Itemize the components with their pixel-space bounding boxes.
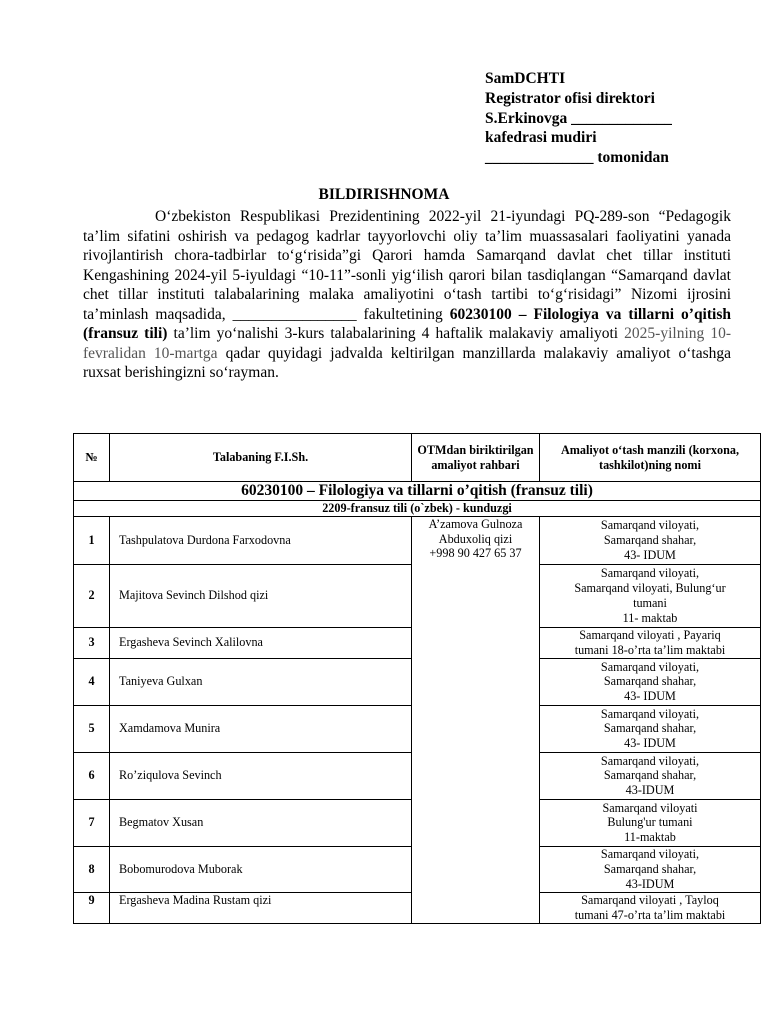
student-name: Begmatov Xusan xyxy=(110,799,412,846)
practice-place xyxy=(540,705,761,752)
practice-place xyxy=(540,658,761,705)
students-table xyxy=(73,433,761,924)
place-line: Samarqand viloyati , Tayloq xyxy=(581,893,719,907)
place-line: Samarqand viloyati xyxy=(602,800,698,815)
place-line: 11- maktab xyxy=(622,610,678,625)
table-row xyxy=(74,516,761,564)
row-number: 8 xyxy=(74,846,110,892)
header-practice-place: Amaliyot o‘tash manzili (korxona, tashkilot)ning nomi xyxy=(540,434,761,482)
place-line: Samarqand shahar, xyxy=(603,674,697,689)
header-student-name: Talabaning F.I.Sh. xyxy=(110,434,412,482)
row-number: 4 xyxy=(74,658,110,705)
supervisor-name-1: A’zamova Gulnoza xyxy=(428,516,523,531)
recipient-institute: SamDCHTI xyxy=(485,70,566,87)
specialty-row: 60230100 – Filologiya va tillarni o’qitish (fransuz tili) xyxy=(74,482,761,501)
recipient-name: S.Erkinovga _____________ xyxy=(485,109,672,127)
row-number: 6 xyxy=(74,752,110,799)
place-line: Samarqand viloyati , Payariq xyxy=(579,628,721,642)
student-name: Ergasheva Madina Rustam qizi xyxy=(110,892,412,923)
practice-place xyxy=(540,752,761,799)
row-number: 5 xyxy=(74,705,110,752)
practice-place xyxy=(540,564,761,627)
place-line: 43- IDUM xyxy=(624,736,676,751)
practice-place xyxy=(540,627,761,658)
body-text-part2: ta’lim yo‘nalishi 3-kurs talabalarining 4 haftalik malakaviy amaliyoti xyxy=(167,325,625,342)
row-number: 2 xyxy=(74,564,110,627)
place-line: 43- IDUM xyxy=(624,689,676,704)
place-line: Samarqand viloyati, xyxy=(600,566,700,581)
place-line: Samarqand viloyati, xyxy=(600,706,700,721)
supervisor-phone: +998 90 427 65 37 xyxy=(429,546,522,561)
place-line: 43- IDUM xyxy=(624,547,676,562)
row-number: 3 xyxy=(74,627,110,658)
student-name: Xamdamova Munira xyxy=(110,705,412,752)
place-line: tumani 47-o’rta ta’lim maktabi xyxy=(574,907,726,922)
row-number: 7 xyxy=(74,799,110,846)
document-title: BILDIRISHNOMA xyxy=(318,186,450,203)
student-name: Bobomurodova Muborak xyxy=(110,846,412,892)
place-line: Samarqand viloyati, xyxy=(600,847,700,862)
place-line: Samarqand shahar, xyxy=(603,861,697,876)
document-body xyxy=(83,207,731,383)
row-number: 9 xyxy=(74,892,110,923)
recipient-position: Registrator ofisi direktori xyxy=(485,89,655,107)
student-name: Ro’ziqulova Sevinch xyxy=(110,752,412,799)
practice-place xyxy=(540,846,761,892)
place-line: tumani 18-o’rta ta’lim maktabi xyxy=(574,642,726,657)
group-row: 2209-fransuz tili (o`zbek) - kunduzgi xyxy=(74,501,761,517)
place-line: Samarqand viloyati, xyxy=(600,518,700,533)
place-line: Bulung'ur tumani xyxy=(607,815,693,830)
sender-signature-line: ______________ tomonidan xyxy=(485,149,669,167)
supervisor-cell xyxy=(412,516,540,923)
supervisor-name-2: Abduxoliq qizi xyxy=(438,531,513,546)
student-name: Taniyeva Gulxan xyxy=(110,658,412,705)
student-name: Tashpulatova Durdona Farxodovna xyxy=(110,516,412,564)
body-specialty: 60230100 – Filologiya va tillarni o’qitish (fransuz tili) xyxy=(83,305,731,342)
body-text-part3: qadar quyidagi jadvalda keltirilgan manzillarda malakaviy amaliyot o‘tashga ruxsat berishingizni so‘rayman. xyxy=(83,344,731,381)
place-line: 11-maktab xyxy=(624,830,676,845)
header-supervisor: OTMdan biriktirilgan amaliyot rahbari xyxy=(412,434,540,482)
practice-place xyxy=(540,799,761,846)
place-line: Samarqand shahar, xyxy=(603,721,697,736)
practice-place xyxy=(540,516,761,564)
student-name: Majitova Sevinch Dilshod qizi xyxy=(110,564,412,627)
recipient-block xyxy=(485,69,672,168)
place-line: 43-IDUM xyxy=(625,783,675,798)
header-number: № xyxy=(74,434,110,482)
body-dates: 2025-yilning 10-fevralidan 10-martga xyxy=(83,325,731,362)
place-line: Samarqand viloyati, xyxy=(600,659,700,674)
body-text-part1: O‘zbekiston Respublikasi Prezidentining 2022-yil 21-iyundagi PQ-289-son “Pedagogik ta’lim sifatini oshirish va pedagog kadrlar tayyorlovchi oliy ta’lim muassasalari faoliyatini yanada rivojlantirish chora-tadbirlar to‘g‘risida”gi Qarori hamda Samarqand davlat chet tillar instituti Kengashining 2024-yil 5-iyuldagi “10-11”-sonli yig‘ilish qarori bilan tasdiqlangan “Samarqand davlat chet tillar instituti talabalarining malaka amaliyotini o‘tash tartibi to‘g‘risidagi” Nizomi ijrosini ta’minlash maqsadida, ________________ fakultetining xyxy=(83,208,731,323)
sender-position: kafedrasi mudiri xyxy=(485,129,597,147)
place-line: Samarqand shahar, xyxy=(603,532,697,547)
practice-place xyxy=(540,892,761,923)
row-number: 1 xyxy=(74,516,110,564)
place-line: tumani xyxy=(633,595,667,610)
student-name: Ergasheva Sevinch Xalilovna xyxy=(110,627,412,658)
place-line: Samarqand viloyati, Bulung‘ur xyxy=(574,581,726,595)
place-line: 43-IDUM xyxy=(625,876,675,891)
place-line: Samarqand shahar, xyxy=(603,768,697,783)
place-line: Samarqand viloyati, xyxy=(600,753,700,768)
table-header-row xyxy=(74,434,761,482)
